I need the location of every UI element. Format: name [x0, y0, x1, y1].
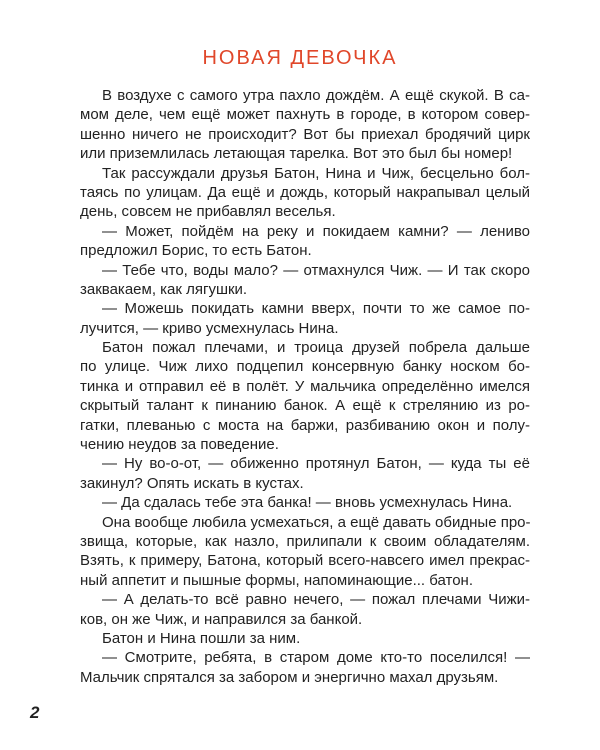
text-line: шенно ничего не происходит? Вот бы приехал бродячий цирк — [80, 125, 530, 143]
text-line: — Можешь покидать камни вверх, почти то же самое по- — [102, 300, 530, 318]
text-line: — Смотрите, ребята, в старом доме кто-то поселился! — — [102, 649, 530, 667]
text-line: Батон и Нина пошли за ним. — [102, 629, 301, 647]
text-line: ный аппетит и пышные формы, напоминающие... батон. — [80, 571, 473, 589]
body-text — [80, 86, 530, 687]
text-line: ков, он же Чиж, и направился за банкой. — [80, 610, 363, 628]
text-line: день, совсем не прибавлял веселья. — [80, 203, 336, 221]
text-line: Взять, к примеру, Батона, который всего-навсего имел прекрас- — [80, 552, 530, 570]
text-line: таясь по улицам. Да ещё и дождь, который накрапывал целый — [80, 183, 530, 201]
text-line: скрытый талант к пинанию банок. А ещё к стрелянию из ро- — [80, 397, 530, 415]
text-line: Так рассуждали друзья Батон, Нина и Чиж, бесцельно бол- — [102, 164, 530, 182]
text-line: или приземлилась летающая тарелка. Вот это был бы номер! — [80, 145, 513, 163]
chapter-title: НОВАЯ ДЕВОЧКА — [202, 47, 398, 69]
text-line: — Да сдалась тебе эта банка! — вновь усмехнулась Нина. — [102, 494, 513, 512]
text-line: — Ну во-о-от, — обиженно протянул Батон, — куда ты её — [102, 455, 530, 473]
text-line: Она вообще любила усмехаться, а ещё давать обидные про- — [102, 513, 531, 531]
text-line: тинка и отправил её в полёт. У мальчика определённо имелся — [80, 377, 530, 395]
text-line: — Может, пойдём на реку и покидаем камни? — лениво — [102, 222, 530, 240]
text-line: — А делать-то всё равно нечего, — пожал плечами Чижи- — [102, 591, 530, 609]
text-line: по улице. Чиж лихо подцепил консервную банку носком бо- — [80, 358, 530, 376]
text-line: лучится, — криво усмехнулась Нина. — [80, 319, 339, 337]
text-line: звища, которые, как назло, прилипали к своим обладателям. — [80, 532, 530, 550]
text-line: чению неудов за поведение. — [80, 436, 279, 454]
page-number: 2 — [30, 703, 40, 722]
text-line: заквакаем, как лягушки. — [80, 280, 248, 298]
text-line: — Тебе что, воды мало? — отмахнулся Чиж. — И так скоро — [102, 261, 530, 279]
text-line: мом деле, чем ещё может пахнуть в городе, в котором совер- — [80, 106, 530, 124]
text-line: Мальчик спрятался за забором и энергично махал друзьям. — [80, 668, 499, 686]
text-line: закинул? Опять искать в кустах. — [80, 474, 304, 492]
text-line: Батон пожал плечами, и троица друзей побрела дальше — [102, 339, 530, 357]
text-line: предложил Борис, то есть Батон. — [80, 242, 312, 260]
text-line: гатки, плеванью с моста на баржи, разбиванию окон и полу- — [80, 416, 530, 434]
text-line: В воздухе с самого утра пахло дождём. А ещё скукой. В са- — [102, 87, 530, 104]
